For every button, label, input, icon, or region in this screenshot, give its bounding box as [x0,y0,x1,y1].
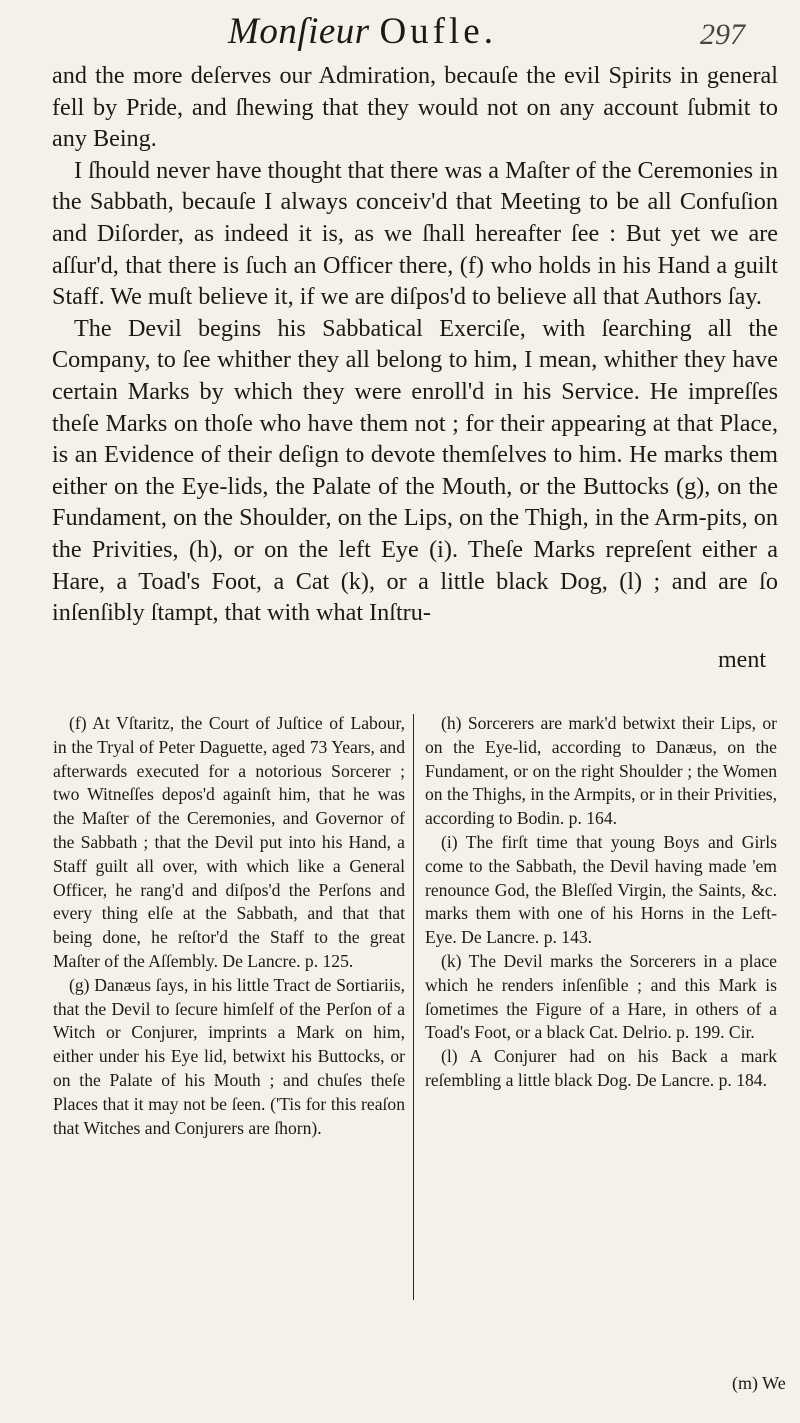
paragraph-2: I ſhould never have thought that there was a Maſter of the Ceremonies in the Sabbath, becauſe I always conceiv'd that Meeting to be all Confuſion and Diſorder, as indeed it is, as we ſhall hereafter ſee : But yet we are aſſur'd, that there is ſuch an Officer there, (f) who holds in his Hand a guilt Staff. We muſt believe it, if we are diſpos'd to believe all that Authors ſay. [52,156,778,311]
footnote-catchword: (m) We [732,1373,786,1393]
page-number: 297 [700,18,745,51]
main-text [52,60,778,629]
footnote-column-left [53,712,405,1140]
footnotes [0,712,800,1412]
running-title-italic: Monſieur [228,11,370,52]
running-title [228,10,497,53]
paragraph-3: The Devil begins his Sabbatical Exerciſe, with ſearching all the Company, to ſee whither they all belong to him, I mean, whither they have certain Marks by which they were enroll'd in his Service. He impreſſes theſe Marks on thoſe who have them not ; for their appearing at that Place, is an Evidence of their deſign to devote themſelves to him. He marks them either on the Eye-lids, the Palate of the Mouth, or the Buttocks (g), on the Fundament, on the Shoulder, on the Lips, on the Thigh, in the Arm-pits, on the Privities, (h), or on the left Eye (i). Theſe Marks repreſent either a Hare, a Toad's Foot, a Cat (k), or a little black Dog, (l) ; and are ſo inſenſibly ſtampt, that with what Inſtru- [52,314,778,627]
column-divider [413,714,414,1300]
footnote-column-right [425,712,777,1093]
running-title-name: Oufle. [379,11,497,52]
footnote-i: (i) The firſt time that young Boys and Girls come to the Sabbath, the Devil having made 'em renounce God, the Bleſſed Virgin, the Saints, &c. marks them with one of his Horns in the Left-Eye. De Lancre. p. 143. [425,831,777,948]
footnote-f: (f) At Vſtaritz, the Court of Juſtice of Labour, in the Tryal of Peter Daguette, aged 73 Years, and afterwards executed for a notorious Sorcerer ; two Witneſſes depos'd againſt him, that he was the Maſter of the Ceremonies, and Governor of the Sabbath ; that the Devil put into his Hand, a Staff guilt all over, with which like a General Officer, he rang'd and diſpos'd the Perſons and every thing elſe at the Sabbath, and that that being done, he reſtor'd the Staff to the great Maſter of the Aſſembly. De Lancre. p. 125. [53,713,405,971]
paragraph-1: and the more deſerves our Admiration, becauſe the evil Spirits in general fell by Pride, and ſhewing that they would not on any account ſubmit to any Being. [52,62,778,153]
footnote-k: (k) The Devil marks the Sorcerers in a place which he renders inſenſible ; and this Mark is ſometimes the Figure of a Hare, in others of a Toad's Foot, or a black Cat. Delrio. p. 199. Cir. [425,950,777,1043]
footnote-g: (g) Danæus ſays, in his little Tract de Sortiariis, that the Devil to ſecure himſelf of the Perſon of a Witch or Conjurer, imprints a Mark on him, either under his Eye lid, betwixt his Buttocks, or on the Palate of his Mouth ; and chuſes theſe Places that it may not be ſeen. ('Tis for this reaſon that Witches and Conjurers are ſhorn). [53,974,405,1138]
footnote-l: (l) A Conjurer had on his Back a mark reſembling a little black Dog. De Lancre. p. 184. [425,1046,777,1090]
catchword: ment [718,647,766,673]
footnote-h: (h) Sorcerers are mark'd betwixt their Lips, or on the Eye-lid, according to Danæus, on the Fundament, or on the right Shoulder ; the Women on the Thighs, in the Armpits, or in their Privities, according to Bodin. p. 164. [425,713,777,829]
running-head [0,8,800,58]
